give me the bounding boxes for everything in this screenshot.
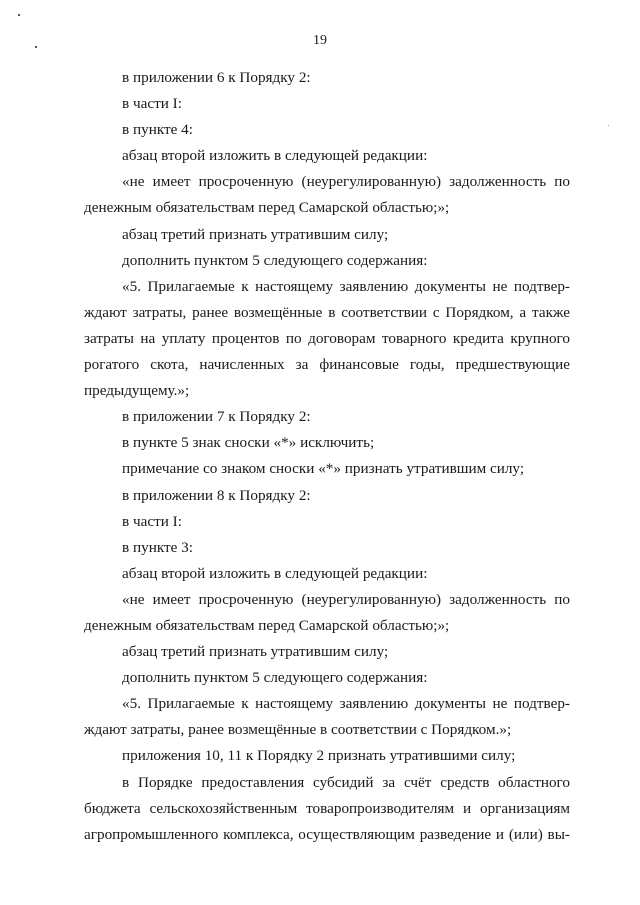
paragraph-line: дополнить пунктом 5 следующего содержания: bbox=[122, 669, 428, 687]
paragraph-line: «не имеет просроченную (неурегулированную) задолженность по bbox=[122, 173, 570, 191]
paragraph-line: в пункте 4: bbox=[122, 121, 193, 139]
paragraph-line: абзац третий признать утратившим силу; bbox=[122, 643, 389, 661]
paragraph-line: ждают затраты, ранее возмещённые в соответствии с Порядком.»; bbox=[84, 721, 512, 739]
paragraph-line: абзац второй изложить в следующей редакции: bbox=[122, 147, 428, 165]
paragraph-line: примечание со знаком сноски «*» признать утратившим силу; bbox=[122, 460, 525, 478]
paragraph-line: в приложении 6 к Порядку 2: bbox=[122, 69, 311, 86]
paragraph-line: бюджета сельскохозяйственным товаропроизводителям и организациям bbox=[84, 799, 570, 817]
page-number: 19 bbox=[313, 33, 327, 48]
paragraph-line: предыдущему.»; bbox=[84, 382, 190, 400]
scan-speck bbox=[18, 14, 20, 16]
paragraph-line: приложения 10, 11 к Порядку 2 признать утратившими силу; bbox=[122, 747, 516, 765]
paragraph-line: в Порядке предоставления субсидий за счёт средств областного bbox=[122, 773, 570, 791]
paragraph-line: в части I: bbox=[122, 95, 182, 113]
paragraph-line: дополнить пунктом 5 следующего содержания: bbox=[122, 251, 428, 269]
document-body bbox=[84, 65, 570, 848]
paragraph-line: в части I: bbox=[122, 512, 182, 530]
paragraph-line: в пункте 5 знак сноски «*» исключить; bbox=[122, 434, 375, 452]
paragraph-line: «не имеет просроченную (неурегулированную) задолженность по bbox=[122, 590, 570, 608]
paragraph-line: «5. Прилагаемые к настоящему заявлению документы не подтвер- bbox=[122, 695, 570, 713]
paragraph-line: в пункте 3: bbox=[122, 538, 193, 556]
paragraph-line: в приложении 8 к Порядку 2: bbox=[122, 486, 311, 504]
paragraph-line: в приложении 7 к Порядку 2: bbox=[122, 408, 311, 426]
paragraph-line: рогатого скота, начисленных за финансовые годы, предшествующие bbox=[84, 356, 570, 374]
paragraph-line: денежным обязательствам перед Самарской областью;»; bbox=[84, 616, 450, 634]
paragraph-line: абзац третий признать утратившим силу; bbox=[122, 225, 389, 243]
paragraph-line: ждают затраты, ранее возмещённые в соответствии с Порядком, а также bbox=[84, 303, 570, 321]
paragraph-line: агропромышленного комплекса, осуществляющим разведение и (или) вы- bbox=[84, 825, 570, 843]
paragraph-line: абзац второй изложить в следующей редакции: bbox=[122, 564, 428, 582]
scan-speck bbox=[608, 125, 609, 126]
paragraph-line: «5. Прилагаемые к настоящему заявлению документы не подтвер- bbox=[122, 277, 570, 295]
paragraph-line: затраты на уплату процентов по договорам товарного кредита крупного bbox=[84, 329, 570, 347]
paragraph-line: денежным обязательствам перед Самарской областью;»; bbox=[84, 199, 450, 217]
